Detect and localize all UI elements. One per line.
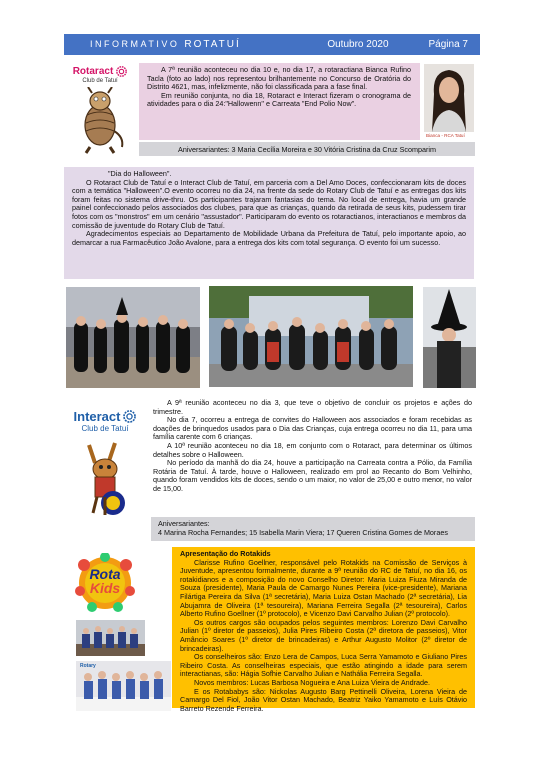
halloween-paragraph-2: Agradecimentos especiais ao Departamento de Mobilidade Urbana da Prefeitura de Tatuí, pelo importante apoio, ao demarcar a rua Farmacêutico João Avalone, para a entrega dos kits com total segurança. O evento foi um sucesso.	[72, 229, 466, 247]
rotaract-news-box	[139, 63, 420, 140]
rotaract-paragraph-2: Em reunião conjunta, no dia 18, Rotaract e Interact fizeram o cronograma de atividades para o dia 24:"Hallowenn" e Carreata "End Polio Now".	[147, 90, 411, 109]
armadillo-mascot-icon	[72, 87, 128, 155]
interact-logo-name: Interact	[73, 409, 121, 424]
halloween-photo-2	[209, 286, 413, 387]
interact-logo	[62, 409, 148, 529]
witch-costume-photo	[423, 287, 476, 388]
rotaract-logo	[66, 66, 134, 166]
bianca-photo	[424, 64, 474, 140]
page-number: Página 7	[428, 39, 468, 50]
halloween-title: "Dia do Halloween".	[108, 169, 172, 178]
rotakids-logo-top: Rota	[89, 566, 121, 582]
rotakids-photo-1	[76, 620, 145, 656]
rotakids-photo-2	[76, 661, 171, 711]
rotakids-paragraph-4: Novos membros: Lucas Barbosa Nogueira e Ana Luiza Vieira de Andrade.	[194, 677, 430, 687]
interact-mascot-icon	[75, 437, 135, 519]
title-prefix: INFORMATIVO	[90, 39, 180, 49]
rotakids-paragraph-2: Os outros cargos são ocupados pelos seguintes membros: Lorenzo Davi Carvalho Julian (1º diretor de passeios), Julia Pires Ribeiro Costa (2ª diretora de passeios), Vitor Amâncio Soares (1º diretor de brincadeiras) e Arthur Augusto Molitor (2º diretor de brincadeiras).	[180, 617, 467, 653]
rotaract-logo-name: Rotaract	[72, 66, 114, 77]
page-header	[64, 34, 480, 55]
portrait-image	[424, 64, 474, 132]
rotary-banner-label: Rotary	[80, 663, 96, 669]
rotakids-paragraph-3: Os conselheiros são: Enzo Lera de Campos, Luca Serra Yamamoto e Giuliano Pires Ribeiro Costa. As conselheiras especiais, que estão atingindo a idade para serem interactianas, são: Hágia Sofhie Carvalho Julian e Nathália Ferreira Segalla.	[180, 652, 467, 679]
rotakids-paragraph-5: E os Rotababys são: Nickolas Augusto Barg Pettinelli Oliveira, Lorena Vieira de Camargo Del Fiol, João Vitor Ostan Machado, Beatriz Yaiko Yamamoto e Luís Otávio Barreto Rezende Ferreira.	[180, 686, 467, 713]
rotaract-paragraph-1: A 7ª reunião aconteceu no dia 10 e, no dia 17, a rotaractiana Bianca Rufino Tacla (foto ao lado) nos representou brilhantemente no Concurso de Oratória do Distrito 4621, mas, infelizmente, não foi classificada para a fase final.	[147, 65, 411, 92]
rotaract-birthdays: Aniversariantes: 3 Maria Cecília Moreira e 30 Vitória Cristina da Cruz Scomparim	[178, 144, 436, 154]
interact-birthdays-title: Aniversariantes:	[158, 519, 210, 528]
halloween-photo-1	[66, 287, 200, 388]
rotakids-title: Apresentação do Rotakids	[180, 549, 271, 558]
rotakids-logo	[74, 553, 136, 613]
halloween-news-box	[64, 167, 474, 279]
interact-logo-club: Club de Tatuí	[81, 424, 129, 433]
interact-paragraph-2: No dia 7, ocorreu a entrega de convites do Halloween aos associados e foram recebidas as doações de brinquedos usados para o Dia das Crianças, cuja entrega ocorreu no dia 11, para uma família carente com 6 crianças.	[153, 415, 472, 442]
interact-birthdays: 4 Marina Rocha Fernandes; 15 Isabella Marin Viera; 17 Queren Cristina Gomes de Moraes	[158, 527, 448, 537]
halloween-group-photo-2	[209, 286, 413, 387]
interact-birthdays-box	[151, 517, 475, 541]
interact-news-box	[151, 399, 474, 513]
issue-month: Outubro 2020	[327, 39, 389, 50]
bianca-photo-caption: Bianca - RCA Tatuí	[424, 132, 474, 140]
halloween-paragraph-1: O Rotaract Club de Tatuí e o Interact Club de Tatuí, em parceria com a Del Amo Doces, confeccionaram kits de doces com a temática "Halloween".O evento ocorreu no dia 24, na frente da sede do Rotary Club de Tatuí e as entregas dos kits foram feitas no sistema drive-thru. Os participantes trajaram fantasias do tema. No local de entrega, havia um grande painel confeccionado pelos associados dos clubes, para que as crianças, quando da retirada de seus kits, pudessem tirar fotos com os "monstros" em um cenário "assustador". Participaram do evento os rotaractianos, interactianos e membros da comissão de juventude do Rotary Club de Tatuí.	[72, 177, 466, 230]
rotary-wheel-icon	[123, 410, 136, 423]
rotakids-group-photo	[76, 620, 145, 656]
halloween-group-photo	[66, 287, 200, 388]
interact-paragraph-3: A 10ª reunião aconteceu no dia 18, em conjunto com o Rotaract, para determinar os últimos detalhes sobre o Halloween.	[153, 440, 472, 459]
newsletter-title	[90, 39, 241, 50]
rotaract-logo-club: Club de Tatuí	[82, 78, 118, 84]
rotary-wheel-icon	[116, 66, 127, 77]
rotakids-paragraph-1: Clarisse Rufino Goellner, responsável pelo Rotakids na Comissão de Serviços à Juventude, apresentou formalmente, durante a 9ª reunião do RC de Tatuí, no dia 16, os rotakidianos e a composição do novo Conselho Diretor: Maria Luiza Fiuza Miranda de Souza (presidente), Maria Paula de Camargo Nunes Pereira (vice-presidente), Mariana Filártiga Pereira da Silva (1ª secretária), Maria Luiza Ostan Machado (2ª secretária), Lia Abujamra de Oliveira (1ª tesoureira), Mariana Ferreira Segalla (2ª tesoureira), Carlos Alberto Rufino Goellner (1º protocolo), e Vicenzo Davi Carvalho Julian (2º protocolo).	[180, 557, 467, 619]
rotakids-logo-bottom: Kids	[89, 580, 121, 596]
rotaract-birthdays-box	[139, 142, 475, 156]
interact-paragraph-4: No período da manhã do dia 24, houve a participação na Carreata contra a Pólio, da Família Rotária de Tatuí. À tarde, houve o Halloween, realizado em prol ao Recanto do Bom Velhinho, quando foram vendidos kits de doces, sendo o um maior, no valor de 25,00 e outro menor, no valor de 15,00.	[153, 458, 472, 493]
interact-paragraph-1: A 9ª reunião aconteceu no dia 3, que teve o objetivo de concluir os projetos e ações do trimestre.	[153, 398, 472, 416]
title-brand: ROTATUÍ	[184, 39, 241, 50]
halloween-photo-3	[423, 287, 476, 388]
rotakids-news-box	[172, 547, 475, 713]
